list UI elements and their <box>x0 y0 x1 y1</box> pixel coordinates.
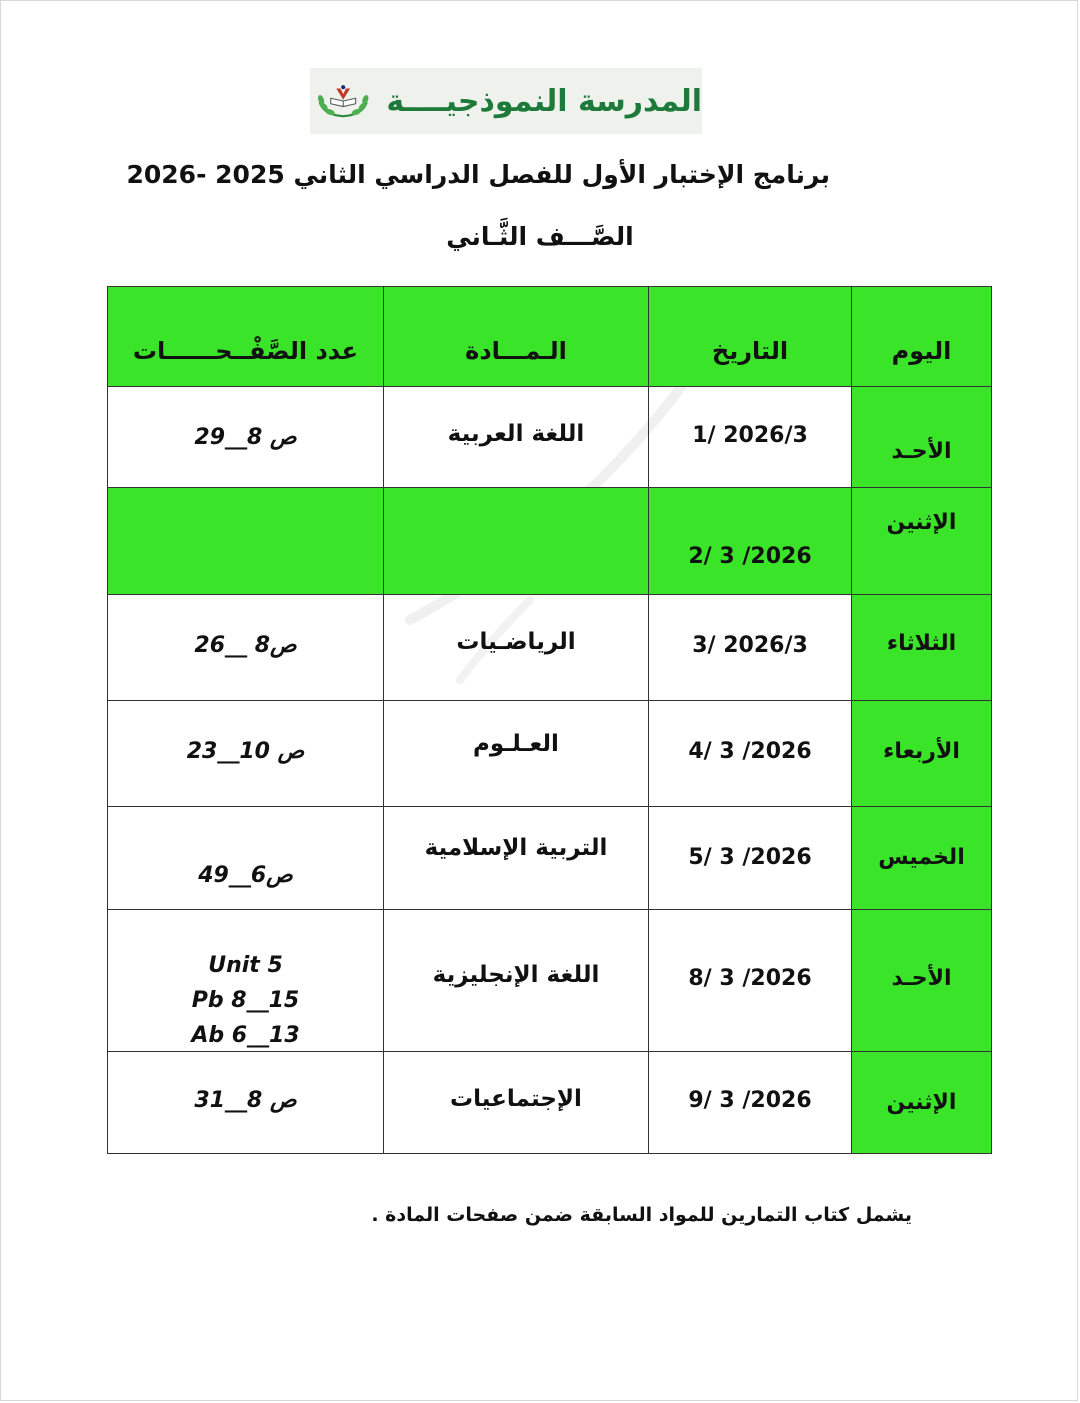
table-row <box>108 807 992 910</box>
header-subject: الـمـــادة <box>384 287 649 387</box>
header-date: التاريخ <box>649 287 852 387</box>
exam-schedule-table <box>107 286 992 1154</box>
table-header-row <box>108 287 992 387</box>
table-row <box>108 1052 992 1154</box>
day-cell: الأحـد <box>852 910 992 1052</box>
day-cell: الأربعاء <box>852 701 992 807</box>
date-cell: 2026/ 3 /4 <box>649 701 852 807</box>
laurel-emblem-icon <box>310 75 376 127</box>
pages-cell: ص 8__29 <box>108 387 384 488</box>
day-cell: الإثنين <box>852 1052 992 1154</box>
subject-cell: اللغة الإنجليزية <box>384 910 649 1052</box>
pages-cell: ص6__49 <box>108 807 384 910</box>
pages-line: Unit 5 <box>208 953 283 978</box>
pages-cell: ص8 __26 <box>108 595 384 701</box>
subject-cell: اللغة العربية <box>384 387 649 488</box>
page-title: برنامج الإختبار الأول للفصل الدراسي الثاني 2025 -2026 <box>126 160 830 189</box>
pages-cell: ص 10__23 <box>108 701 384 807</box>
pages-cell <box>108 488 384 595</box>
day-cell: الإثنين <box>852 488 992 595</box>
pages-cell <box>108 910 384 1052</box>
date-cell: 2026/ 3 /8 <box>649 910 852 1052</box>
grade-subtitle: الصَّـــف الثَّـاني <box>446 222 634 251</box>
table-row <box>108 387 992 488</box>
table-row <box>108 488 992 595</box>
header-pages: عدد الصَّفْــحــــــات <box>108 287 384 387</box>
subject-cell <box>384 488 649 595</box>
school-logo <box>310 68 702 134</box>
day-cell: الأحـد <box>852 387 992 488</box>
subject-cell: الرياضـيات <box>384 595 649 701</box>
date-cell: 2026/3 /3 <box>649 595 852 701</box>
subject-cell: الإجتماعيات <box>384 1052 649 1154</box>
date-cell: 2026/ 3 /5 <box>649 807 852 910</box>
day-cell: الثلاثاء <box>852 595 992 701</box>
date-cell: 2026/ 3 /2 <box>649 488 852 595</box>
english-pages-lines <box>108 948 383 1053</box>
footnote: يشمل كتاب التمارين للمواد السابقة ضمن صفحات المادة . <box>371 1204 912 1226</box>
day-cell: الخميس <box>852 807 992 910</box>
table-row <box>108 910 992 1052</box>
logo-text: المدرسة النموذجيــــة <box>386 83 702 119</box>
subject-cell: العـلـوم <box>384 701 649 807</box>
date-cell: 2026/ 3 /9 <box>649 1052 852 1154</box>
date-cell: 2026/3 /1 <box>649 387 852 488</box>
header-day: اليوم <box>852 287 992 387</box>
subject-cell: التربية الإسلامية <box>384 807 649 910</box>
pages-line: Pb 8__15 <box>191 988 300 1013</box>
pages-cell: ص 8__31 <box>108 1052 384 1154</box>
table-row <box>108 701 992 807</box>
table-row <box>108 595 992 701</box>
pages-line: Ab 6__13 <box>191 1023 300 1048</box>
